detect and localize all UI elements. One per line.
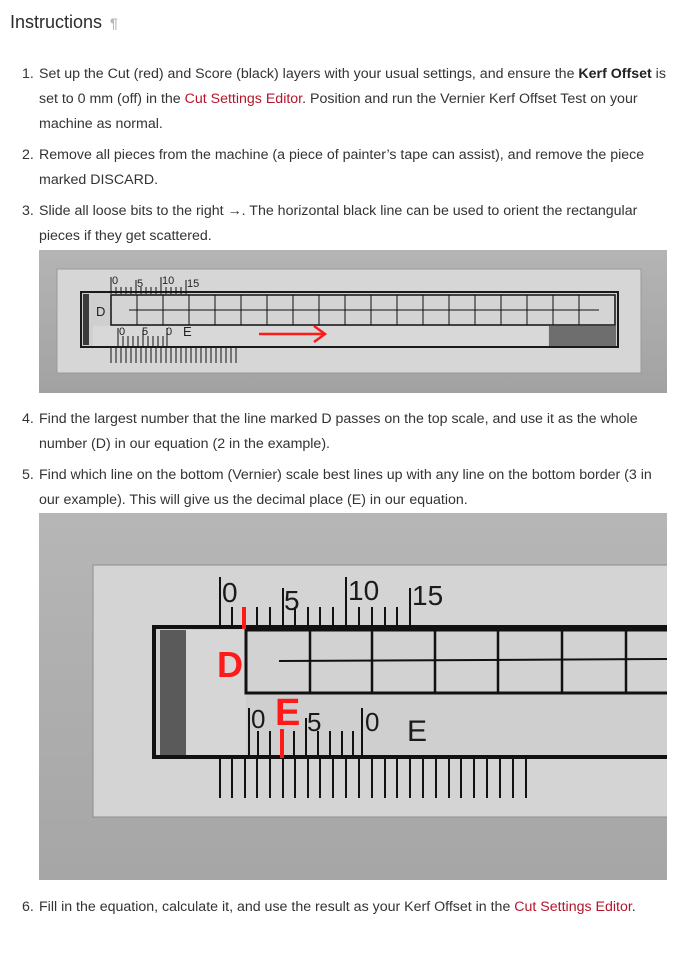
step-4 <box>0 407 688 457</box>
vernier-label: 0 <box>251 704 266 734</box>
vernier-label: 5 <box>307 707 322 737</box>
step-2 <box>0 143 688 193</box>
top-scale-label: 15 <box>412 580 444 611</box>
vernier-label: E <box>183 324 192 339</box>
cut-settings-editor-link[interactable]: Cut Settings Editor <box>184 91 303 107</box>
section-heading <box>10 12 118 33</box>
step-number: 4. <box>22 411 34 427</box>
vernier-label: 0 <box>166 326 173 338</box>
step-text: Slide all loose bits to the right →. The horizontal black line can be used to orient the rectangular pieces if they get scattered. <box>39 203 638 244</box>
step-text: Remove all pieces from the machine (a piece of painter’s tape can assist), and remove the piece marked DISCARD. <box>39 147 645 188</box>
row-label-d: D <box>96 304 106 319</box>
anchor-link-icon[interactable]: ¶ <box>110 14 118 31</box>
vernier-label: 5 <box>142 326 149 338</box>
top-scale-label: 10 <box>162 275 175 287</box>
top-scale-label: 5 <box>137 278 144 290</box>
marker-e-label: E <box>275 692 301 734</box>
step-text: Fill in the equation, calculate it, and use the result as your Kerf Offset in the <box>39 899 515 915</box>
step-text: Set up the Cut (red) and Score (black) layers with your usual settings, and ensure the <box>39 66 579 82</box>
marker-d-label: D <box>217 644 243 685</box>
step-3 <box>0 199 688 249</box>
top-scale-label: 5 <box>284 585 300 616</box>
vernier-label: 0 <box>365 707 380 737</box>
step-text: . Position and run the Vernier Kerf Offset Test on your machine as normal. <box>39 91 638 132</box>
step-text: is set to 0 mm (off) in the <box>39 66 666 107</box>
step-number: 2. <box>22 147 34 163</box>
step-number: 6. <box>22 899 34 915</box>
step-1 <box>0 62 688 137</box>
cut-settings-editor-link[interactable]: Cut Settings Editor <box>514 899 632 915</box>
step-number: 5. <box>22 467 34 483</box>
step-text: Find which line on the bottom (Vernier) scale best lines up with any line on the bottom border (3 in our example). This will give us the decimal place (E) in our equation. <box>39 467 652 508</box>
step-number: 1. <box>22 66 34 82</box>
top-scale-label: 10 <box>348 575 380 606</box>
heading-title: Instructions <box>10 12 103 32</box>
step-text: . <box>631 899 636 915</box>
top-scale-label: 0 <box>222 577 238 608</box>
vernier-closeup-illustration <box>39 513 667 880</box>
top-scale-label: 15 <box>187 278 200 290</box>
step-text: Find the largest number that the line marked D passes on the top scale, and use it as the whole number (D) in our equation (2 in the example). <box>39 411 638 452</box>
vernier-closeup-photo <box>39 513 667 880</box>
step-6 <box>0 895 688 920</box>
vernier-label: E <box>407 715 428 748</box>
step-5 <box>0 463 678 513</box>
step-number: 3. <box>22 203 34 219</box>
vernier-test-overview-photo <box>39 250 667 393</box>
vernier-overview-illustration <box>39 250 667 393</box>
vernier-label: 0 <box>119 326 126 338</box>
kerf-offset-bold: Kerf Offset <box>578 66 652 82</box>
top-scale-label: 0 <box>112 275 119 287</box>
